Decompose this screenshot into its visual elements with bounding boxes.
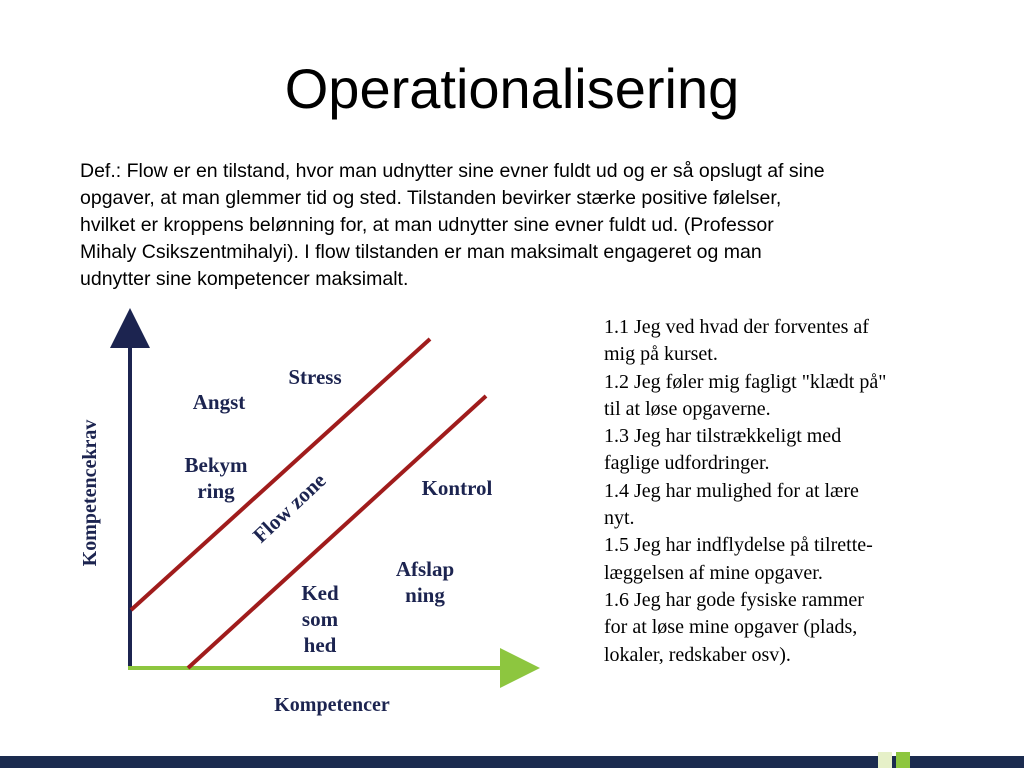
x-axis-label: Kompetencer xyxy=(274,694,390,716)
statement-line: 1.5 Jeg har indflydelse på tilrette- xyxy=(604,534,873,557)
statement-line: faglige udfordringer. xyxy=(604,452,770,475)
zone-stress-label: Stress xyxy=(288,365,342,389)
statement-line: nyt. xyxy=(604,507,635,530)
flow-zone-label: Flow zone xyxy=(247,468,331,548)
slide-title: Operationalisering xyxy=(284,57,740,120)
definition-line: udnytter sine kompetencer maksimalt. xyxy=(80,268,409,290)
footer-accent-light xyxy=(878,752,892,768)
zone-kontrol-label: Kontrol xyxy=(421,476,493,500)
zone-afslapning-label: Afslap ning xyxy=(395,557,455,607)
statement-line: 1.4 Jeg har mulighed for at lære xyxy=(604,479,859,502)
statement-line: til at løse opgaverne. xyxy=(604,397,771,420)
statement-line: for at løse mine opgaver (plads, xyxy=(604,616,858,639)
statement-line: 1.6 Jeg har gode fysiske rammer xyxy=(604,588,864,611)
statement-line: 1.1 Jeg ved hvad der forventes af xyxy=(604,316,869,338)
definition-line: Mihaly Csikszentmihalyi). I flow tilstanden er man maksimalt engageret og man xyxy=(80,241,762,263)
y-axis-label: Kompetencekrav xyxy=(79,419,101,567)
statement-line: 1.3 Jeg har tilstrækkeligt med xyxy=(604,425,842,448)
statement-list xyxy=(604,314,964,669)
definition-line: opgaver, at man glemmer tid og sted. Tilstanden bevirker stærke positive følelser, xyxy=(80,187,782,209)
statement-line: 1.2 Jeg føler mig fagligt "klædt på" xyxy=(604,370,887,393)
definition-line: Def.: Flow er en tilstand, hvor man udnytter sine evner fuldt ud og er så opslugt af sine xyxy=(80,160,825,182)
footer-bar xyxy=(0,756,1024,768)
statement-line: lokaler, redskaber osv). xyxy=(604,643,791,666)
zone-angst-label: Angst xyxy=(192,390,246,414)
definition-line: hvilket er kroppens belønning for, at man udnytter sine evner fuldt ud. (Professor xyxy=(80,214,774,236)
statement-line: mig på kurset. xyxy=(604,343,718,366)
statement-line: læggelsen af mine opgaver. xyxy=(604,561,823,584)
zone-kedsomhed-label: Ked som hed xyxy=(301,581,339,657)
zone-bekymring-label: Bekym ring xyxy=(184,453,248,503)
footer-accent-green xyxy=(896,752,910,768)
